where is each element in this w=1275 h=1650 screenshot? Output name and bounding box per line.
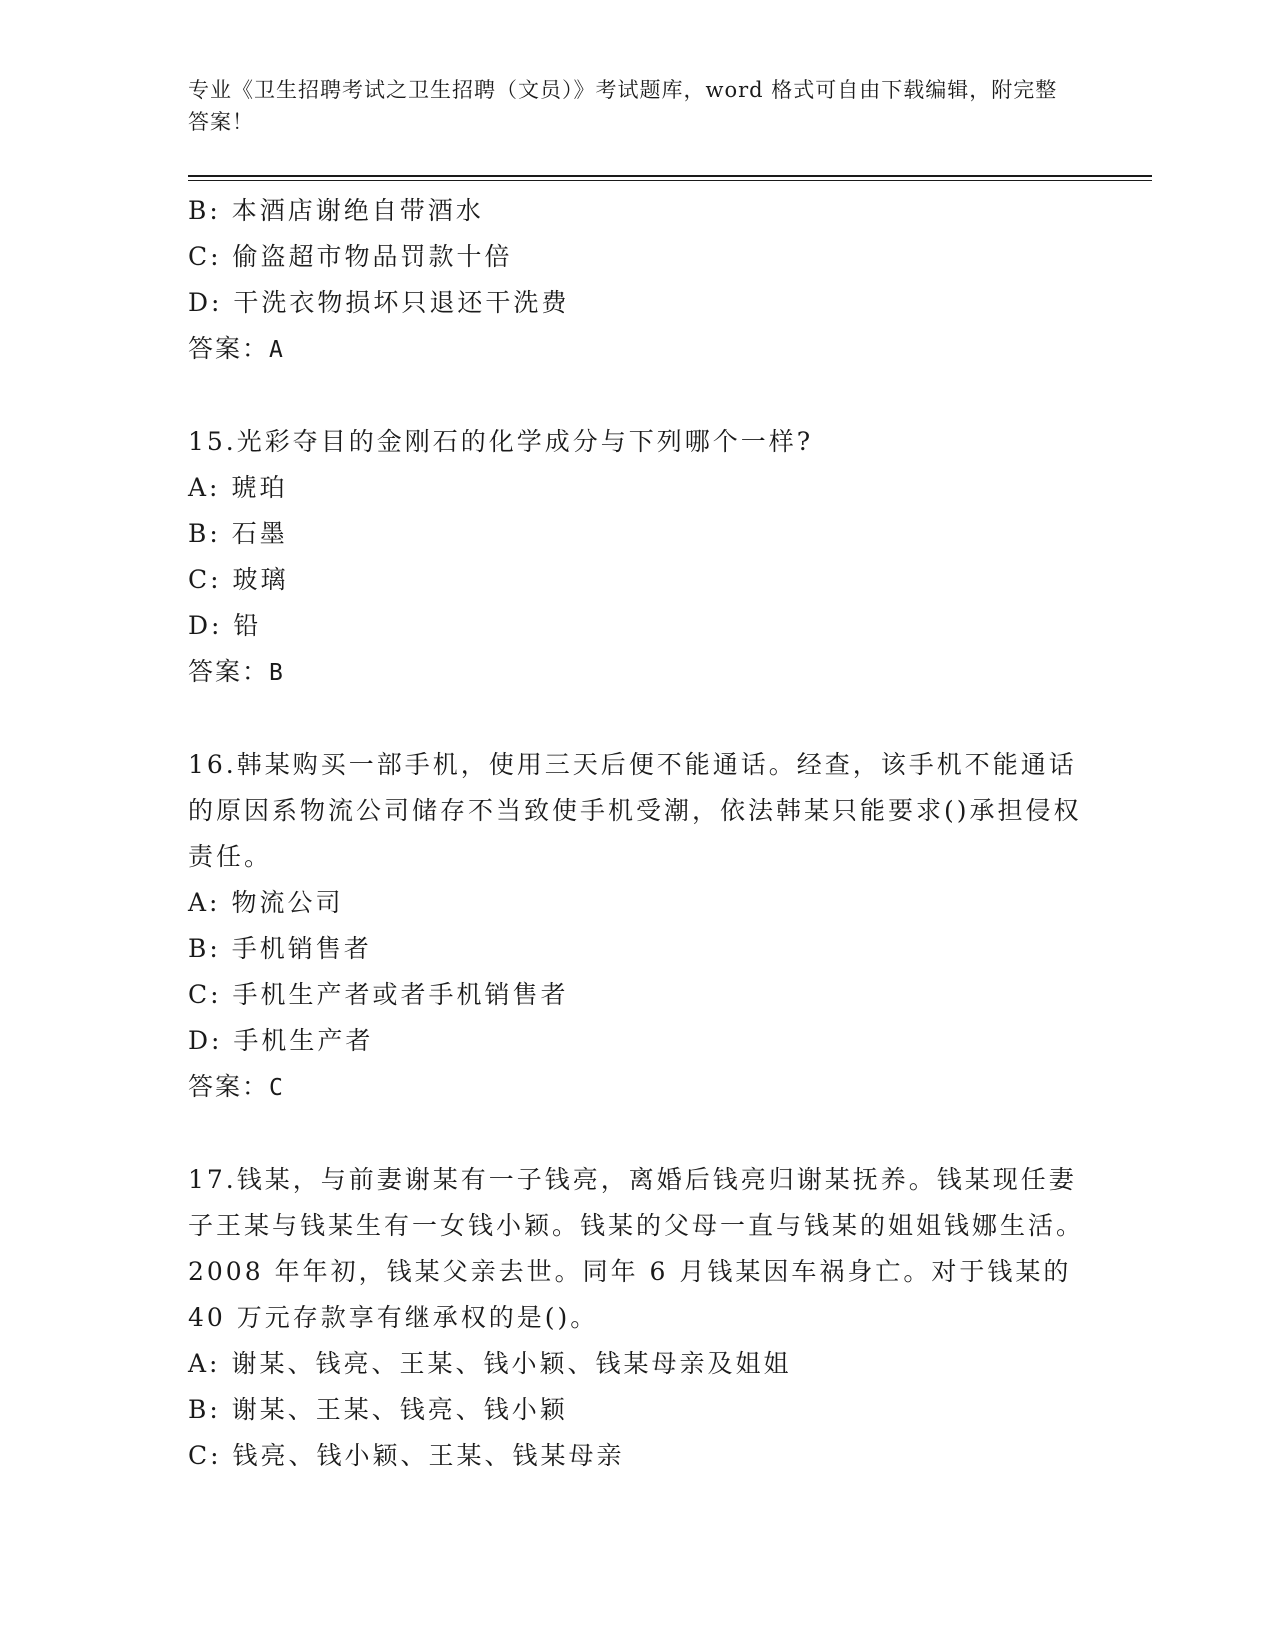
option-b: B: 手机销售者 [188, 934, 372, 963]
option-d: D: 手机生产者 [188, 1026, 374, 1055]
question-stem: 17.钱某，与前妻谢某有一子钱亮，离婚后钱亮归谢某抚养。钱某现任妻子王某与钱某生有一女钱小颖。钱某的父母一直与钱某的姐姐钱娜生活。2008 年年初，钱某父亲去世。同年 6 月钱某因车祸身亡。对于钱某的 40 万元存款享有继承权的是()。 [188, 1165, 1085, 1332]
option-c: C: 钱亮、钱小颖、王某、钱某母亲 [188, 1441, 625, 1470]
option-c: C: 玻璃 [188, 565, 289, 594]
question-gap [188, 696, 1088, 742]
option-d: D: 铅 [188, 611, 262, 640]
header-rule-thick [188, 175, 1152, 177]
option-b: B: 本酒店谢绝自带酒水 [188, 196, 484, 225]
answer-line: 答案：A [188, 334, 285, 363]
question-list [188, 188, 1088, 1479]
question-14-continued [188, 188, 1088, 373]
option-c: C: 偷盗超市物品罚款十倍 [188, 242, 513, 271]
question-15 [188, 419, 1088, 696]
option-a: A: 琥珀 [188, 473, 288, 502]
document-header: 专业《卫生招聘考试之卫生招聘（文员）》考试题库，word 格式可自由下载编辑，附完整答案！ [188, 78, 1058, 134]
option-a: A: 谢某、钱亮、王某、钱小颖、钱某母亲及姐姐 [188, 1349, 792, 1378]
question-stem: 15.光彩夺目的金刚石的化学成分与下列哪个一样? [188, 427, 814, 456]
option-d: D: 干洗衣物损坏只退还干洗费 [188, 288, 570, 317]
question-16 [188, 742, 1088, 1111]
option-c: C: 手机生产者或者手机销售者 [188, 980, 569, 1009]
question-gap [188, 373, 1088, 419]
option-b: B: 谢某、王某、钱亮、钱小颖 [188, 1395, 568, 1424]
answer-line: 答案：B [188, 657, 285, 686]
question-17 [188, 1157, 1088, 1479]
question-stem: 16.韩某购买一部手机，使用三天后便不能通话。经查，该手机不能通话的原因系物流公司储存不当致使手机受潮，依法韩某只能要求()承担侵权责任。 [188, 750, 1082, 871]
option-a: A: 物流公司 [188, 888, 344, 917]
question-gap [188, 1111, 1088, 1157]
answer-line: 答案：C [188, 1072, 285, 1101]
option-b: B: 石墨 [188, 519, 288, 548]
header-rule-thin [188, 180, 1152, 181]
